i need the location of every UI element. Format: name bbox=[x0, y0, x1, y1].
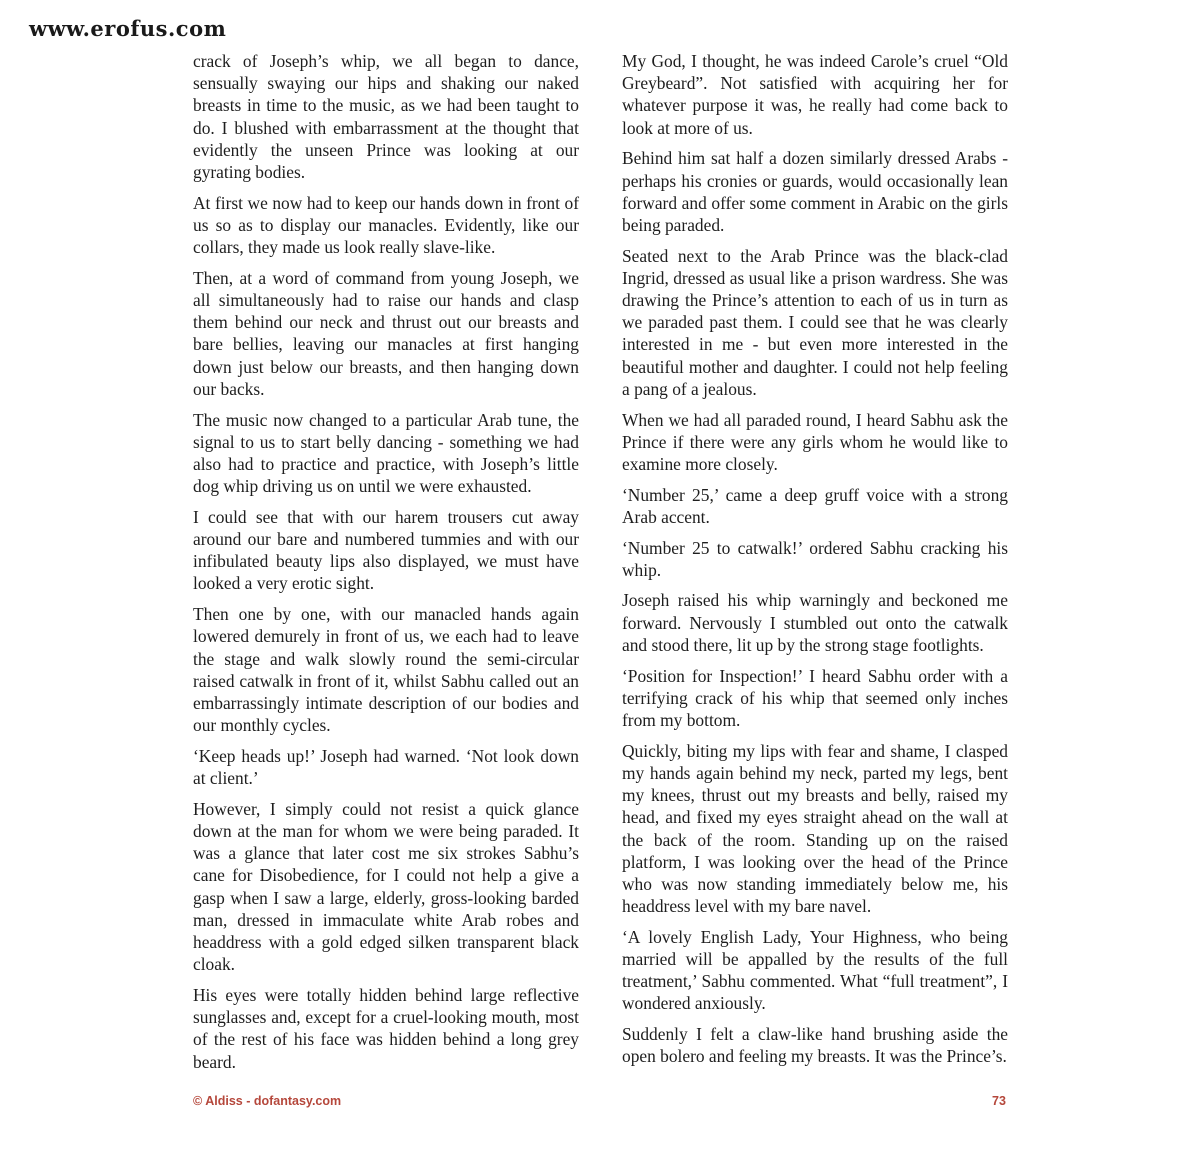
paragraph: crack of Joseph’s whip, we all began to dance, sensually swaying our hips and shaking our naked breasts in time to the music, as we had been taught to do. I blushed with embarrassment at the thought that evidently the unseen Prince was looking at our gyrating bodies. bbox=[193, 51, 579, 183]
paragraph: His eyes were totally hidden behind large reflective sunglasses and, except for a cruel-looking mouth, most of the rest of his face was hidden behind a long grey beard. bbox=[193, 984, 579, 1072]
paragraph: I could see that with our harem trousers cut away around our bare and numbered tummies and with our infibulated beauty lips also displayed, we must have looked a very erotic sight. bbox=[193, 506, 579, 594]
paragraph: ‘Keep heads up!’ Joseph had warned. ‘Not look down at client.’ bbox=[193, 745, 579, 789]
paragraph: ‘A lovely English Lady, Your Highness, who being married will be appalled by the results of the full treatment,’ Sabhu commented. What “full treatment”, I wondered anxiously. bbox=[622, 926, 1008, 1014]
paragraph: ‘Number 25,’ came a deep gruff voice with a strong Arab accent. bbox=[622, 484, 1008, 527]
right-column bbox=[622, 50, 1008, 1076]
watermark: www.erofus.com bbox=[29, 16, 227, 41]
page-number: 73 bbox=[992, 1094, 1006, 1108]
paragraph: At first we now had to keep our hands down in front of us so as to display our manacles. Evidently, like our collars, they made us look really slave-like. bbox=[193, 192, 579, 258]
paragraph: Suddenly I felt a claw-like hand brushing aside the open bolero and feeling my breasts. It was the Prince’s. bbox=[622, 1024, 1008, 1067]
paragraph: Quickly, biting my lips with fear and shame, I clasped my hands again behind my neck, parted my legs, bent my knees, thrust out my breasts and belly, raised my head, and fixed my eyes straight ahead on the wall at the back of the room. Standing up on the raised platform, I was looking over the head of the Prince who was now standing immediately below me, his headdress level with my bare navel. bbox=[622, 740, 1008, 917]
paragraph: My God, I thought, he was indeed Carole’s cruel “Old Greybeard”. Not satisfied with acquiring her for whatever purpose it was, he really had come back to look at more of us. bbox=[622, 51, 1008, 138]
paragraph: Joseph raised his whip warningly and beckoned me forward. Nervously I stumbled out onto the catwalk and stood there, lit up by the strong stage footlights. bbox=[622, 590, 1008, 655]
paragraph: Behind him sat half a dozen similarly dressed Arabs - perhaps his cronies or guards, would occasionally lean forward and offer some comment in Arabic on the girls being paraded. bbox=[622, 148, 1008, 235]
paragraph: The music now changed to a particular Arab tune, the signal to us to start belly dancing - something we had also had to practice and practice, with Joseph’s little dog whip driving us on until we were exhausted. bbox=[193, 409, 579, 497]
paragraph: Then, at a word of command from young Joseph, we all simultaneously had to raise our hands and clasp them behind our neck and thrust out our breasts and bare bellies, leaving our manacles at first hanging down just below our breasts, and then hanging down our backs. bbox=[193, 267, 579, 399]
paragraph: However, I simply could not resist a quick glance down at the man for whom we were being paraded. It was a glance that later cost me six strokes Sabhu’s cane for Disobedience, for I could not help a give a gasp when I saw a large, elderly, gross-looking barded man, dressed in immaculate white Arab robes and headdress with a gold edged silken transparent black cloak. bbox=[193, 798, 579, 975]
paragraph: ‘Number 25 to catwalk!’ ordered Sabhu cracking his whip. bbox=[622, 537, 1008, 580]
footer-copyright: © Aldiss - dofantasy.com bbox=[193, 1094, 342, 1108]
paragraph: Then one by one, with our manacled hands again lowered demurely in front of us, we each had to leave the stage and walk slowly round the semi-circular raised catwalk in front of it, whilst Sabhu called out an embarrassingly intimate description of our bodies and our monthly cycles. bbox=[193, 604, 579, 736]
paragraph: When we had all paraded round, I heard Sabhu ask the Prince if there were any girls whom he would like to examine more closely. bbox=[622, 409, 1008, 474]
paragraph: ‘Position for Inspection!’ I heard Sabhu order with a terrifying crack of his whip that seemed only inches from my bottom. bbox=[622, 665, 1008, 730]
paragraph: Seated next to the Arab Prince was the black-clad Ingrid, dressed as usual like a prison wardress. She was drawing the Prince’s attention to each of us in turn as we paraded past them. I could see that he was clearly interested in me - but even more interested in the beautiful mother and daughter. I could not help feeling a pang of a jealous. bbox=[622, 245, 1008, 399]
left-column bbox=[193, 50, 579, 1081]
